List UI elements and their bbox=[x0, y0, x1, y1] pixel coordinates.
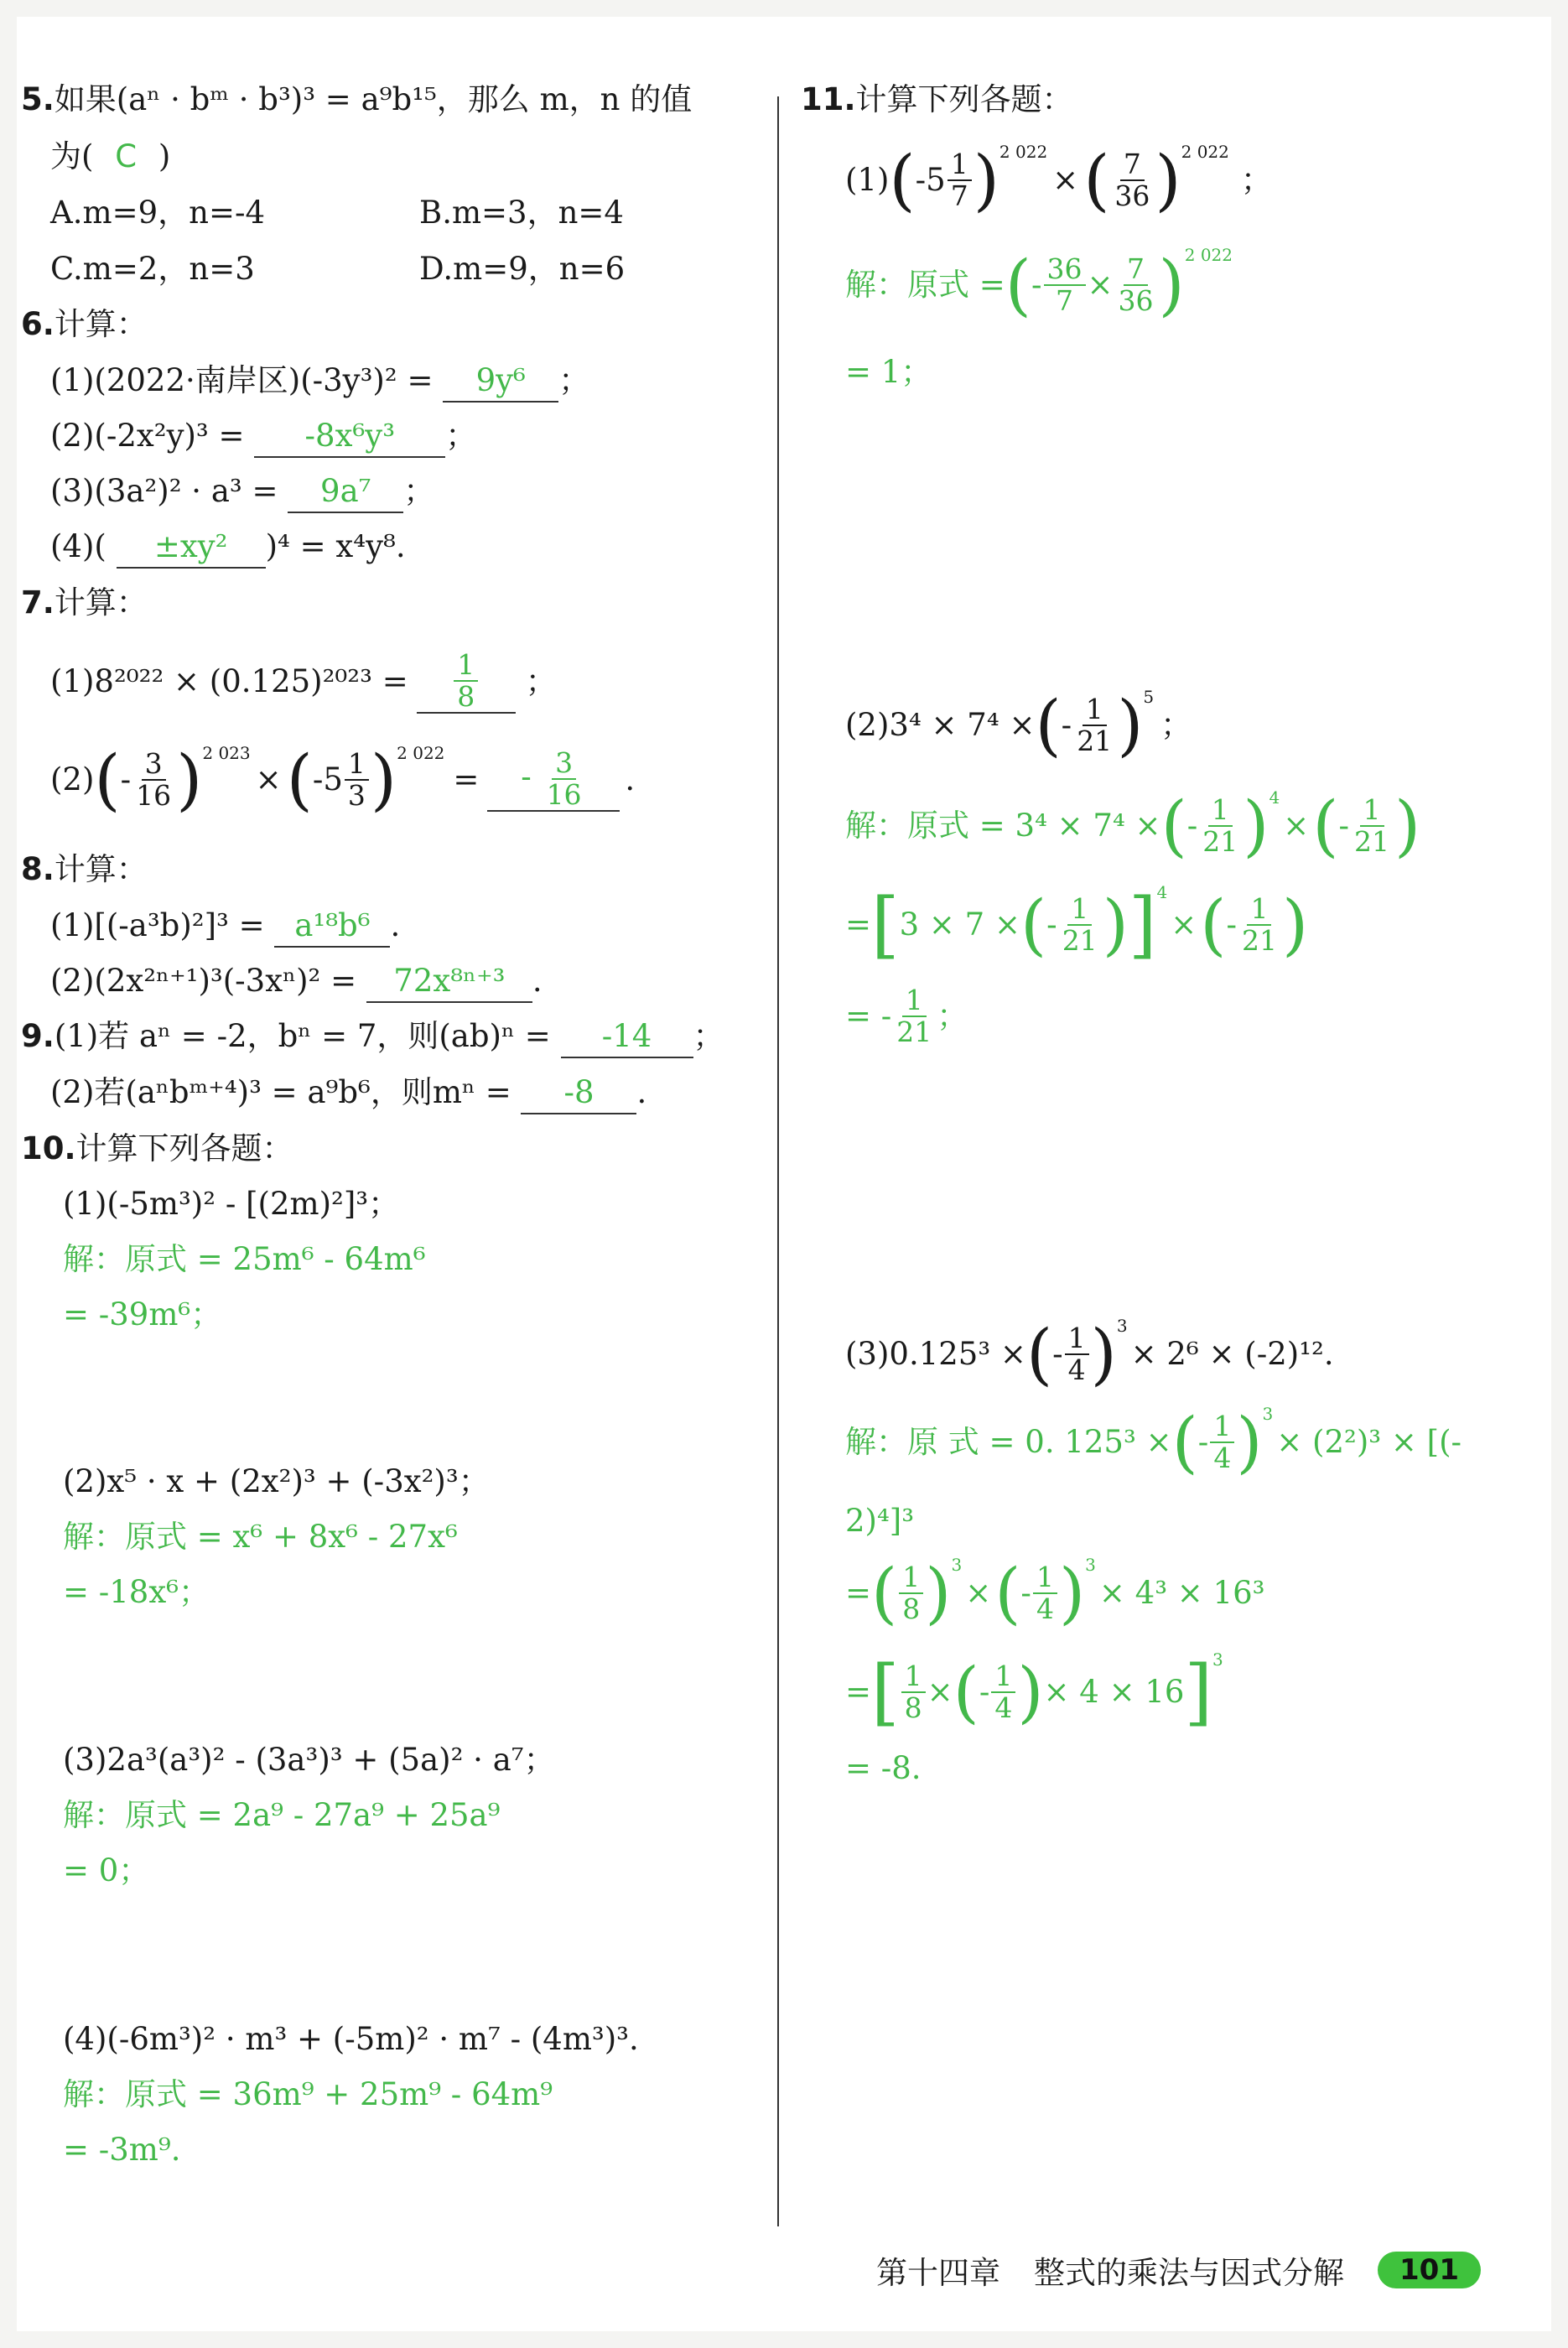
denominator: 4 bbox=[1213, 1442, 1232, 1474]
q11-part-3-step-2: = ( $\frac{1}{8}$ ) 3 × ( - $\frac{1}{4}$ ) 3 × 4³ × 16³ bbox=[845, 1554, 1265, 1632]
denominator: 8 bbox=[457, 680, 475, 713]
option-b: B.m=3，n=4 bbox=[419, 195, 624, 231]
denominator: 36 bbox=[1114, 179, 1150, 212]
q8-item-2 bbox=[50, 961, 543, 1003]
paren-open: ( bbox=[1005, 246, 1031, 324]
denominator: 4 bbox=[1067, 1353, 1086, 1386]
paren-close: ) bbox=[158, 138, 171, 174]
item-text: (2)(2x²ⁿ⁺¹)³(-3xⁿ)² = bbox=[50, 963, 357, 999]
paren-open: ( bbox=[1025, 1315, 1053, 1393]
question-10-title bbox=[21, 1129, 293, 1169]
item-text: (1)[(-a³b)²]³ = bbox=[50, 907, 265, 943]
numerator: 1 bbox=[901, 1661, 926, 1693]
item-text: (4)( bbox=[50, 528, 106, 564]
paren-close: ) bbox=[1243, 787, 1269, 865]
paren-open: ( bbox=[1020, 886, 1047, 964]
item-end: . bbox=[532, 963, 543, 999]
question-6-title bbox=[21, 304, 148, 345]
q7-item-1 bbox=[50, 650, 557, 714]
times: × bbox=[1283, 808, 1310, 844]
paren-open: 为( bbox=[50, 138, 94, 174]
times: × bbox=[1052, 162, 1079, 198]
numerator: 1 bbox=[1247, 894, 1271, 926]
bracket-open: [ bbox=[871, 883, 900, 967]
denominator: 21 bbox=[1354, 825, 1389, 858]
option-a: A.m=9，n=-4 bbox=[50, 195, 265, 231]
equals: = bbox=[845, 1674, 872, 1710]
q11-part-1-question: (1) ( -5 $\frac{1}{7}$ ) 2 022 × ( $\frac{7}{36}$ ) 2 022 ； bbox=[845, 141, 1272, 219]
question-number: 7. bbox=[21, 584, 55, 621]
step-text: × 4³ × 16³ bbox=[1098, 1575, 1265, 1611]
sign: - bbox=[521, 758, 532, 795]
question-9-item-1 bbox=[21, 1016, 724, 1058]
answer-blank bbox=[487, 748, 620, 812]
q6-item-2 bbox=[50, 416, 476, 458]
item-end: . bbox=[636, 1074, 647, 1110]
fraction bbox=[1111, 149, 1153, 211]
denominator: 21 bbox=[1241, 924, 1277, 957]
fraction bbox=[1044, 254, 1086, 316]
sign: - bbox=[1186, 808, 1198, 844]
answer-fraction bbox=[543, 748, 585, 810]
answer-blank: 9y⁶ bbox=[443, 361, 558, 403]
item-end: ； bbox=[1240, 162, 1272, 198]
times: × bbox=[1171, 906, 1197, 943]
q7-item-2: (2) ( - $\frac{3}{16}$ ) 2 023 × ( -5 $\frac{1}{3}$ ) 2 022 = - $\frac{3}{16}$ . bbox=[50, 740, 636, 818]
fraction bbox=[893, 985, 935, 1047]
denominator: 7 bbox=[1056, 284, 1073, 317]
fraction bbox=[1059, 894, 1101, 956]
fraction bbox=[899, 1562, 923, 1624]
item-end: ； bbox=[937, 998, 968, 1034]
option-c: C.m=2，n=3 bbox=[50, 251, 255, 287]
numerator: 36 bbox=[1044, 254, 1086, 286]
item-end: ； bbox=[445, 418, 477, 454]
paren-open: ( bbox=[994, 1554, 1021, 1632]
fraction bbox=[1115, 254, 1157, 316]
step-text: 解：原 式 = 0. 125³ × bbox=[845, 1424, 1172, 1460]
q10-part-1-step-1: 解：原式 = 25m⁶ - 64m⁶ bbox=[63, 1241, 426, 1277]
denominator: 21 bbox=[1202, 825, 1238, 858]
question-text: 计算： bbox=[54, 306, 148, 342]
paren-close: ) bbox=[370, 740, 397, 818]
fraction bbox=[1073, 694, 1115, 756]
choice-answer: C bbox=[115, 138, 138, 174]
whole-number: -5 bbox=[915, 162, 946, 198]
q10-part-2-step-1: 解：原式 = x⁶ + 8x⁶ - 27x⁶ bbox=[63, 1519, 458, 1555]
item-text: (3)(3a²)² · a³ = bbox=[50, 473, 278, 509]
question-number: 10. bbox=[21, 1130, 76, 1166]
q10-part-4-step-1: 解：原式 = 36m⁹ + 25m⁹ - 64m⁹ bbox=[63, 2076, 553, 2112]
q10-part-3-question: (3)2a³(a³)² - (3a³)³ + (5a)² · a⁷； bbox=[63, 1742, 555, 1778]
whole-number: -5 bbox=[312, 761, 343, 797]
answer-blank: -8 bbox=[521, 1073, 636, 1114]
numerator: 1 bbox=[1360, 795, 1384, 827]
q10-part-3-step-1: 解：原式 = 2a⁹ - 27a⁹ + 25a⁹ bbox=[63, 1797, 501, 1833]
item-end: ； bbox=[525, 663, 557, 699]
question-5-answer-line bbox=[50, 137, 170, 177]
question-11-title bbox=[801, 80, 1073, 120]
paren-open: ( bbox=[953, 1653, 979, 1731]
item-end: ； bbox=[1160, 707, 1192, 743]
numerator: 1 bbox=[1210, 1411, 1234, 1443]
question-text: 计算下列各题： bbox=[75, 1130, 293, 1166]
item-text: (1)(2022·南岸区)(-3y³)² = bbox=[50, 362, 434, 398]
fraction bbox=[1351, 795, 1393, 857]
numerator: 1 bbox=[345, 749, 369, 781]
item-end: . bbox=[390, 907, 401, 943]
step-text: 解：原式 = bbox=[845, 267, 1005, 303]
paren-close: ) bbox=[1158, 246, 1185, 324]
item-end: ； bbox=[558, 362, 590, 398]
question-number: 8. bbox=[21, 851, 55, 887]
sign: - bbox=[1226, 906, 1237, 943]
answer-blank bbox=[417, 650, 516, 714]
numerator: 1 bbox=[1065, 1323, 1089, 1355]
sign: - bbox=[1061, 707, 1072, 743]
q11-part-2-step-1: 解：原式 = 3⁴ × 7⁴ × ( - $\frac{1}{21}$ ) 4 × ( - $\frac{1}{21}$ ) bbox=[845, 787, 1421, 865]
q11-part-2-step-3 bbox=[845, 985, 968, 1047]
denominator: 8 bbox=[904, 1691, 922, 1724]
question-text: 计算： bbox=[54, 851, 148, 887]
numerator: 1 bbox=[902, 985, 927, 1017]
answer-fraction bbox=[454, 650, 478, 712]
q10-part-1-step-2: = -39m⁶； bbox=[63, 1296, 222, 1332]
column-divider bbox=[777, 96, 779, 2226]
sign: - bbox=[1052, 1336, 1063, 1372]
numerator: 1 bbox=[948, 149, 972, 181]
q11-part-2-step-2: = [ 3 × 7 × ( - $\frac{1}{21}$ ) ] 4 × ( - $\frac{1}{21}$ ) bbox=[845, 882, 1309, 967]
step-text: 3 × 7 × bbox=[899, 906, 1020, 943]
numerator: 1 bbox=[899, 1562, 923, 1594]
denominator: 7 bbox=[950, 179, 968, 212]
q10-part-4-step-2: = -3m⁹. bbox=[63, 2132, 181, 2168]
paren-close: ) bbox=[925, 1554, 952, 1632]
sign: - bbox=[1197, 1424, 1209, 1460]
question-text: 如果(aⁿ · bᵐ · b³)³ = a⁹b¹⁵，那么 m，n 的值 bbox=[54, 81, 693, 117]
fraction bbox=[1238, 894, 1280, 956]
paren-close: ) bbox=[1281, 886, 1309, 964]
question-number: 11. bbox=[801, 81, 856, 117]
sign: - bbox=[1338, 808, 1349, 844]
denominator: 8 bbox=[902, 1592, 921, 1625]
sign: - bbox=[1020, 1575, 1031, 1611]
denominator: 21 bbox=[1062, 924, 1098, 957]
answer-blank: 72x⁸ⁿ⁺³ bbox=[366, 961, 532, 1003]
numerator: 1 bbox=[991, 1661, 1015, 1693]
answer-blank: 9a⁷ bbox=[288, 471, 403, 513]
equals: = bbox=[845, 906, 872, 943]
q10-part-2-step-2: = -18x⁶； bbox=[63, 1574, 210, 1610]
answer-blank: a¹⁸b⁶ bbox=[274, 906, 390, 948]
paren-close: ) bbox=[1155, 141, 1181, 219]
paren-open: ( bbox=[1083, 141, 1110, 219]
times: × bbox=[927, 1674, 953, 1710]
item-text: (3)0.125³ × bbox=[845, 1336, 1026, 1372]
fraction bbox=[1210, 1411, 1234, 1473]
item-end: ； bbox=[693, 1018, 724, 1054]
paren-open: ( bbox=[871, 1554, 898, 1632]
equals: = bbox=[453, 761, 480, 797]
bracket-close: ] bbox=[1128, 883, 1157, 967]
step-text: × (2²)³ × [(- bbox=[1276, 1424, 1462, 1460]
question-text: 计算： bbox=[54, 584, 148, 621]
item-label: (1) bbox=[845, 162, 890, 198]
paren-open: ( bbox=[1160, 787, 1187, 865]
numerator: 3 bbox=[142, 749, 166, 781]
paren-close: ) bbox=[1058, 1554, 1086, 1632]
paren-open: ( bbox=[286, 740, 313, 818]
q11-part-3-step-3: = [ $\frac{1}{8}$ × ( - $\frac{1}{4}$ ) × 4 × 16 ] 3 bbox=[845, 1649, 1223, 1734]
item-end: ； bbox=[403, 473, 435, 509]
question-5-stem bbox=[21, 80, 692, 120]
q6-item-3 bbox=[50, 471, 434, 513]
numerator: 3 bbox=[552, 748, 576, 780]
item-label: (2) bbox=[50, 761, 95, 797]
fraction bbox=[132, 749, 174, 811]
q11-part-1-step-1: 解：原式 = ( - $\frac{36}{7}$ × $\frac{7}{36}$ ) 2 022 bbox=[845, 245, 1233, 324]
numerator: 1 bbox=[454, 650, 478, 682]
item-text: (1)8²⁰²² × (0.125)²⁰²³ = bbox=[50, 663, 408, 699]
item-text: (2)(-2x²y)³ = bbox=[50, 418, 245, 454]
denominator: 21 bbox=[1077, 725, 1113, 757]
paren-close: ) bbox=[1090, 1315, 1117, 1393]
q11-part-1-step-2: = 1； bbox=[845, 354, 932, 390]
q11-part-3-question: (3)0.125³ × ( - $\frac{1}{4}$ ) 3 × 2⁶ × (-2)¹². bbox=[845, 1315, 1334, 1393]
chapter-label: 第十四章 bbox=[876, 2255, 1000, 2291]
fraction bbox=[991, 1661, 1015, 1723]
question-number: 9. bbox=[21, 1018, 55, 1054]
numerator: 1 bbox=[1067, 894, 1092, 926]
numerator: 1 bbox=[1033, 1562, 1057, 1594]
chapter-title: 整式的乘法与因式分解 bbox=[1034, 2255, 1344, 2291]
denominator: 36 bbox=[1118, 284, 1154, 317]
paren-open: ( bbox=[1035, 686, 1062, 764]
q11-part-2-question: (2)3⁴ × 7⁴ × ( - $\frac{1}{21}$ ) 5 ； bbox=[845, 686, 1192, 764]
item-text: (2)若(aⁿbᵐ⁺⁴)³ = a⁹b⁶，则mⁿ = bbox=[50, 1074, 511, 1110]
paren-close: ) bbox=[1117, 686, 1144, 764]
item-end: . bbox=[625, 761, 636, 797]
item-text: (1)若 aⁿ = -2，bⁿ = 7，则(ab)ⁿ = bbox=[54, 1018, 551, 1054]
sign: - bbox=[1046, 906, 1057, 943]
q11-part-3-step-1: 解：原 式 = 0. 125³ × ( - $\frac{1}{4}$ ) 3 × (2²)³ × [(- bbox=[845, 1403, 1462, 1481]
paren-open: ( bbox=[1312, 787, 1339, 865]
numerator: 7 bbox=[1120, 149, 1145, 181]
paren-close: ) bbox=[176, 740, 203, 818]
paren-open: ( bbox=[1171, 1403, 1198, 1481]
denominator: 16 bbox=[546, 778, 582, 811]
q10-part-4-question: (4)(-6m³)² · m³ + (-5m)² · m⁷ - (4m³)³. bbox=[63, 2021, 639, 2057]
bracket-open: [ bbox=[871, 1650, 900, 1734]
q10-part-1-question: (1)(-5m³)² - [(2m)²]³； bbox=[63, 1186, 400, 1222]
denominator: 4 bbox=[1036, 1592, 1054, 1625]
page-number: 101 bbox=[1378, 2252, 1481, 2288]
times: × bbox=[255, 761, 282, 797]
answer-blank: -14 bbox=[561, 1016, 693, 1058]
workbook-page bbox=[17, 17, 1551, 2331]
item-text: × 2⁶ × (-2)¹². bbox=[1130, 1336, 1334, 1372]
q8-item-1 bbox=[50, 906, 400, 948]
numerator: 1 bbox=[1208, 795, 1233, 827]
q6-item-1 bbox=[50, 361, 589, 403]
fraction bbox=[1065, 1323, 1089, 1385]
sign: - bbox=[1031, 267, 1042, 303]
step-text: 解：原式 = 3⁴ × 7⁴ × bbox=[845, 808, 1161, 844]
question-text: 计算下列各题： bbox=[855, 81, 1073, 117]
denominator: 21 bbox=[896, 1016, 932, 1048]
q6-item-4 bbox=[50, 527, 406, 569]
step-text: = - bbox=[845, 998, 892, 1034]
bracket-close: ] bbox=[1184, 1650, 1213, 1734]
item-text: (2)3⁴ × 7⁴ × bbox=[845, 707, 1036, 743]
option-d: D.m=9，n=6 bbox=[419, 251, 626, 287]
equals: = bbox=[845, 1575, 872, 1611]
item-end: )⁴ = x⁴y⁸. bbox=[265, 528, 406, 564]
sign: - bbox=[120, 761, 132, 797]
q11-part-3-step-1b: 2)⁴]³ bbox=[845, 1503, 915, 1539]
page-footer bbox=[876, 2247, 1481, 2293]
fraction bbox=[1199, 795, 1241, 857]
step-text: × 4 × 16 bbox=[1043, 1674, 1185, 1710]
question-number: 5. bbox=[21, 81, 55, 117]
answer-blank: -8x⁶y³ bbox=[254, 416, 445, 458]
paren-open: ( bbox=[94, 740, 121, 818]
fraction bbox=[345, 749, 369, 811]
paren-close: ) bbox=[1017, 1653, 1044, 1731]
q10-part-3-step-2: = 0； bbox=[63, 1852, 150, 1888]
fraction bbox=[901, 1661, 926, 1723]
q10-part-2-question: (2)x⁵ · x + (2x²)³ + (-3x²)³； bbox=[63, 1463, 490, 1499]
q11-part-3-step-4: = -8. bbox=[845, 1750, 922, 1786]
answer-blank: ±xy² bbox=[117, 527, 266, 569]
paren-open: ( bbox=[1200, 886, 1227, 964]
sign: - bbox=[979, 1674, 990, 1710]
paren-close: ) bbox=[1394, 787, 1421, 865]
numerator: 1 bbox=[1083, 694, 1107, 726]
question-number: 6. bbox=[21, 306, 55, 342]
question-8-title bbox=[21, 849, 148, 890]
fraction bbox=[948, 149, 972, 211]
question-9-item-2 bbox=[50, 1073, 646, 1114]
denominator: 16 bbox=[136, 779, 172, 812]
question-7-title bbox=[21, 583, 148, 623]
times: × bbox=[1087, 267, 1114, 303]
denominator: 4 bbox=[994, 1691, 1013, 1724]
paren-close: ) bbox=[1102, 886, 1129, 964]
paren-open: ( bbox=[889, 141, 916, 219]
fraction bbox=[1033, 1562, 1057, 1624]
denominator: 3 bbox=[347, 779, 366, 812]
paren-close: ) bbox=[973, 141, 999, 219]
paren-close: ) bbox=[1236, 1403, 1263, 1481]
times: × bbox=[965, 1575, 992, 1611]
numerator: 7 bbox=[1124, 254, 1148, 286]
